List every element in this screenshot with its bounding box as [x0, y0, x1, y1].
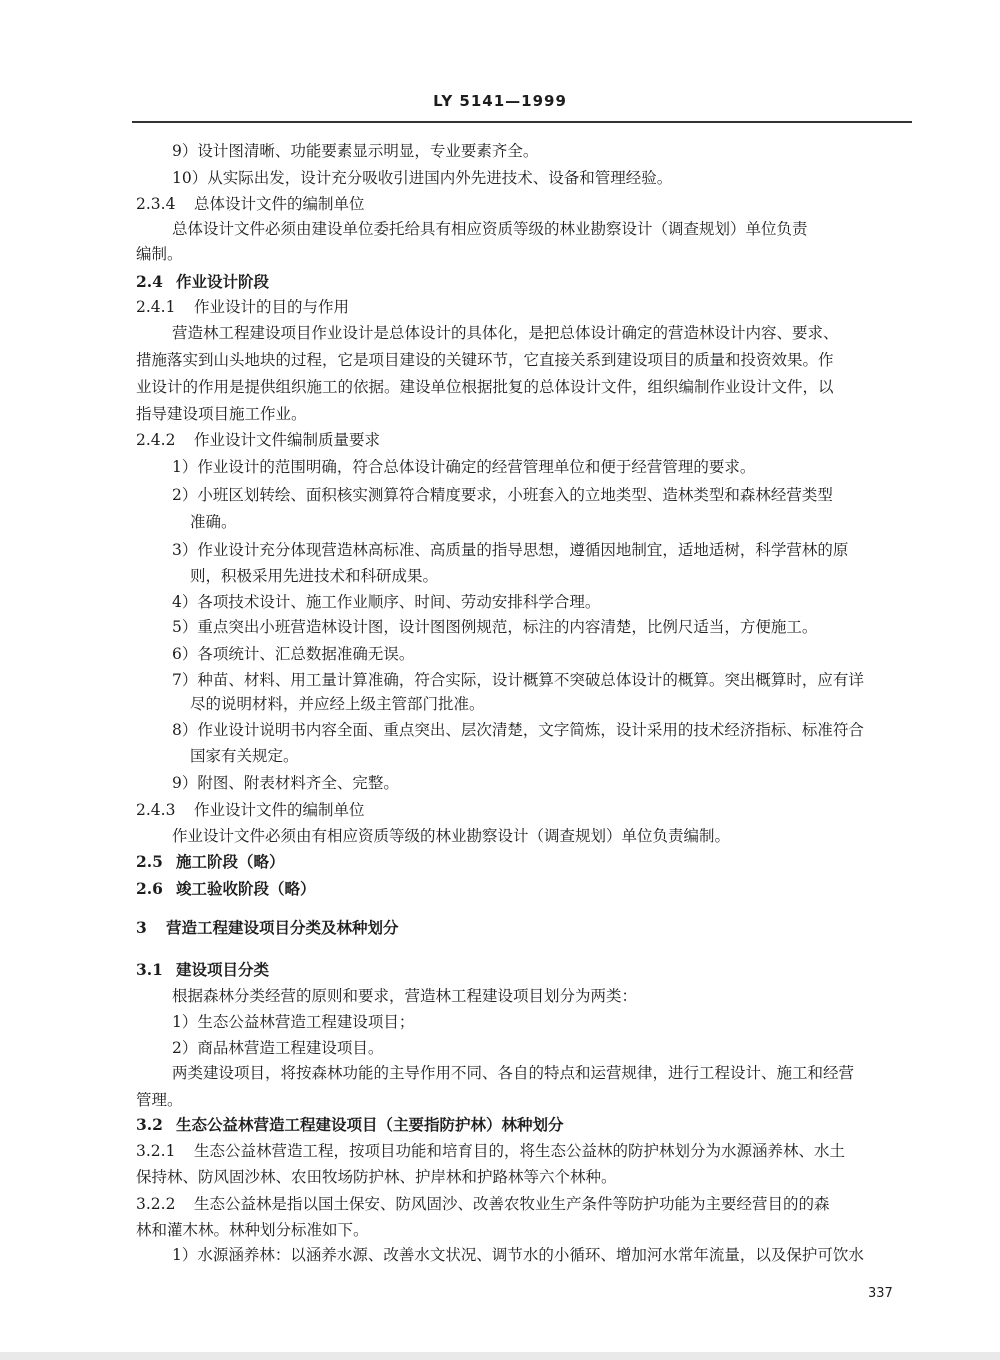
section-number: 2.6 [136, 879, 163, 898]
text-line: 国家有关规定。 [190, 747, 299, 765]
section-heading-2-4-3 [136, 800, 365, 820]
text-line: 准确。 [190, 513, 237, 531]
section-text: 生态公益林营造工程，按项目功能和培育目的，将生态公益林的防护林划分为水源涵养林、水土 [194, 1142, 846, 1160]
section-heading-2-4-2 [136, 430, 380, 450]
section-heading-3-2 [136, 1115, 564, 1135]
list-item: 3）作业设计充分体现营造林高标准、高质量的指导思想，遵循因地制宜，适地适树，科学营林的原 [172, 541, 849, 559]
section-number: 3.2.1 [136, 1142, 176, 1160]
list-item: 7）种苗、材料、用工量计算准确，符合实际，设计概算不突破总体设计的概算。突出概算时，应有详 [172, 671, 864, 689]
list-item: 4）各项技术设计、施工作业顺序、时间、劳动安排科学合理。 [172, 593, 601, 611]
section-number: 3.2 [136, 1115, 163, 1134]
text-line: 9）设计图清晰、功能要素显示明显，专业要素齐全。 [172, 142, 539, 160]
list-item: 1）水源涵养林：以涵养水源、改善水文状况、调节水的小循环、增加河水常年流量，以及保护可饮水 [172, 1246, 864, 1264]
text-line: 尽的说明材料，并应经上级主管部门批准。 [190, 695, 485, 713]
standard-code-header: LY 5141—1999 [433, 92, 567, 110]
section-title: 生态公益林营造工程建设项目（主要指防护林）林种划分 [176, 1115, 564, 1134]
list-item: 1）生态公益林营造工程建设项目； [172, 1013, 415, 1031]
section-heading-2-6 [136, 879, 316, 899]
section-heading-2-5 [136, 852, 285, 872]
section-number: 3.2.2 [136, 1195, 176, 1213]
section-heading-3-2-1 [136, 1141, 845, 1161]
section-heading-3-2-2 [136, 1194, 830, 1214]
section-title: 作业设计文件的编制单位 [194, 801, 365, 819]
header-rule [132, 121, 912, 123]
text-line: 作业设计文件必须由有相应资质等级的林业勘察设计（调查规划）单位负责编制。 [172, 827, 731, 845]
list-item: 9）附图、附表材料齐全、完整。 [172, 774, 399, 792]
text-line: 林和灌木林。林种划分标准如下。 [136, 1221, 369, 1239]
section-heading-3-1 [136, 960, 269, 980]
section-title: 作业设计阶段 [176, 272, 270, 291]
section-heading-2-4 [136, 272, 269, 292]
page-number: 337 [868, 1286, 893, 1301]
section-heading-2-3-4 [136, 194, 365, 214]
list-item: 5）重点突出小班营造林设计图，设计图图例规范，标注的内容清楚，比例尺适当，方便施工。 [172, 618, 818, 636]
section-title: 总体设计文件的编制单位 [194, 195, 365, 213]
text-line: 管理。 [136, 1091, 183, 1109]
list-item: 2）小班区划转绘、面积核实测算符合精度要求，小班套入的立地类型、造林类型和森林经营类型 [172, 486, 833, 504]
section-number: 2.4.3 [136, 801, 176, 819]
list-item: 1）作业设计的范围明确，符合总体设计确定的经营管理单位和便于经营管理的要求。 [172, 458, 756, 476]
text-line: 业设计的作用是提供组织施工的依据。建设单位根据批复的总体设计文件，组织编制作业设计文件，以 [136, 378, 834, 396]
section-title: 营造工程建设项目分类及林种划分 [166, 918, 399, 937]
section-number: 2.4 [136, 272, 163, 291]
section-text: 生态公益林是指以国土保安、防风固沙、改善农牧业生产条件等防护功能为主要经营目的的森 [194, 1195, 830, 1213]
chapter-heading-3 [136, 918, 399, 938]
text-line: 编制。 [136, 245, 183, 263]
text-line: 则，积极采用先进技术和科研成果。 [190, 567, 439, 585]
list-item: 8）作业设计说明书内容全面、重点突出、层次清楚，文字简炼，设计采用的技术经济指标、标准符合 [172, 721, 864, 739]
text-line: 措施落实到山头地块的过程，它是项目建设的关键环节，它直接关系到建设项目的质量和投资效果。作 [136, 351, 834, 369]
section-title: 作业设计的目的与作用 [194, 298, 350, 316]
section-heading-2-4-1 [136, 297, 349, 317]
list-item: 2）商品林营造工程建设项目。 [172, 1039, 384, 1057]
section-title: 竣工验收阶段（略） [176, 879, 316, 898]
text-line: 两类建设项目，将按森林功能的主导作用不同、各自的特点和运营规律，进行工程设计、施工和经营 [172, 1064, 855, 1082]
section-number: 3 [136, 918, 147, 937]
text-line: 根据森林分类经营的原则和要求，营造林工程建设项目划分为两类： [172, 987, 638, 1005]
section-number: 2.3.4 [136, 195, 176, 213]
list-item: 6）各项统计、汇总数据准确无误。 [172, 645, 415, 663]
section-title: 作业设计文件编制质量要求 [194, 431, 381, 449]
section-title: 施工阶段（略） [176, 852, 285, 871]
text-line: 10）从实际出发，设计充分吸收引进国内外先进技术、设备和管理经验。 [172, 169, 673, 187]
section-number: 2.5 [136, 852, 163, 871]
section-number: 3.1 [136, 960, 163, 979]
section-title: 建设项目分类 [176, 960, 270, 979]
section-number: 2.4.1 [136, 298, 176, 316]
page-bottom-edge [0, 1352, 1000, 1360]
text-line: 总体设计文件必须由建设单位委托给具有相应资质等级的林业勘察设计（调查规划）单位负责 [172, 220, 808, 238]
text-line: 营造林工程建设项目作业设计是总体设计的具体化，是把总体设计确定的营造林设计内容、要求、 [172, 324, 839, 342]
text-line: 指导建设项目施工作业。 [136, 405, 307, 423]
text-line: 保持林、防风固沙林、农田牧场防护林、护岸林和护路林等六个林种。 [136, 1168, 617, 1186]
section-number: 2.4.2 [136, 431, 176, 449]
